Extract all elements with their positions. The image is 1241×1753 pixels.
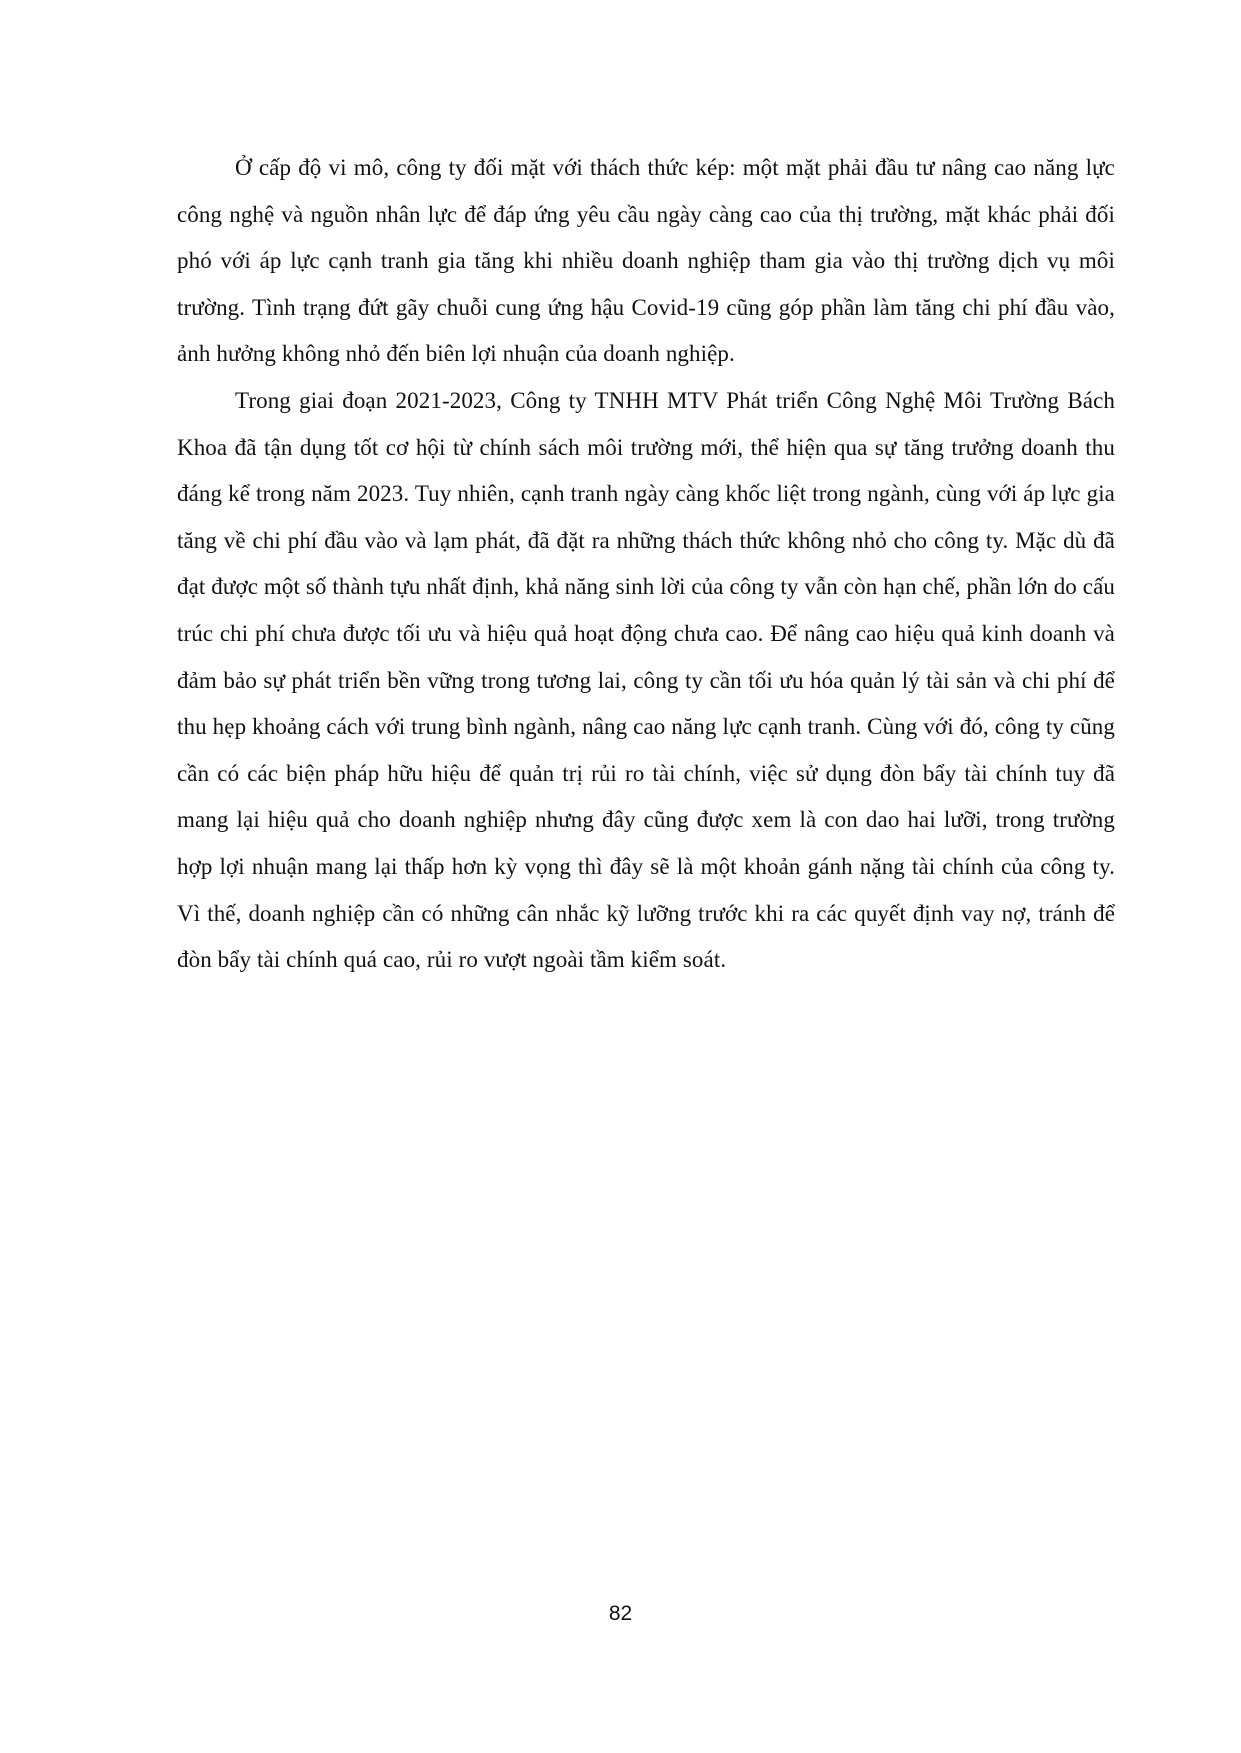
body-text	[177, 145, 1115, 984]
paragraph-company-assessment-2021-2023: Trong giai đoạn 2021-2023, Công ty TNHH MTV Phát triển Công Nghệ Môi Trường Bách Khoa đã tận dụng tốt cơ hội từ chính sách môi trường mới, thể hiện qua sự tăng trưởng doanh thu đáng kể trong năm 2023. Tuy nhiên, cạnh tranh ngày càng khốc liệt trong ngành, cùng với áp lực gia tăng về chi phí đầu vào và lạm phát, đã đặt ra những thách thức không nhỏ cho công ty. Mặc dù đã đạt được một số thành tựu nhất định, khả năng sinh lời của công ty vẫn còn hạn chế, phần lớn do cấu trúc chi phí chưa được tối ưu và hiệu quả hoạt động chưa cao. Để nâng cao hiệu quả kinh doanh và đảm bảo sự phát triển bền vững trong tương lai, công ty cần tối ưu hóa quản lý tài sản và chi phí để thu hẹp khoảng cách với trung bình ngành, nâng cao năng lực cạnh tranh. Cùng với đó, công ty cũng cần có các biện pháp hữu hiệu để quản trị rủi ro tài chính, việc sử dụng đòn bẩy tài chính tuy đã mang lại hiệu quả cho doanh nghiệp nhưng đây cũng được xem là con dao hai lưỡi, trong trường hợp lợi nhuận mang lại thấp hơn kỳ vọng thì đây sẽ là một khoản gánh nặng tài chính của công ty. Vì thế, doanh nghiệp cần có những cân nhắc kỹ lưỡng trước khi ra các quyết định vay nợ, tránh để đòn bẩy tài chính quá cao, rủi ro vượt ngoài tầm kiểm soát.	[177, 387, 1115, 973]
paragraph-micro-level-challenges: Ở cấp độ vi mô, công ty đối mặt với thách thức kép: một mặt phải đầu tư nâng cao năng lực công nghệ và nguồn nhân lực để đáp ứng yêu cầu ngày càng cao của thị trường, mặt khác phải đối phó với áp lực cạnh tranh gia tăng khi nhiều doanh nghiệp tham gia vào thị trường dịch vụ môi trường. Tình trạng đứt gãy chuỗi cung ứng hậu Covid-19 cũng góp phần làm tăng chi phí đầu vào, ảnh hưởng không nhỏ đến biên lợi nhuận của doanh nghiệp.	[177, 155, 1115, 367]
page-number: 82	[608, 1602, 633, 1625]
